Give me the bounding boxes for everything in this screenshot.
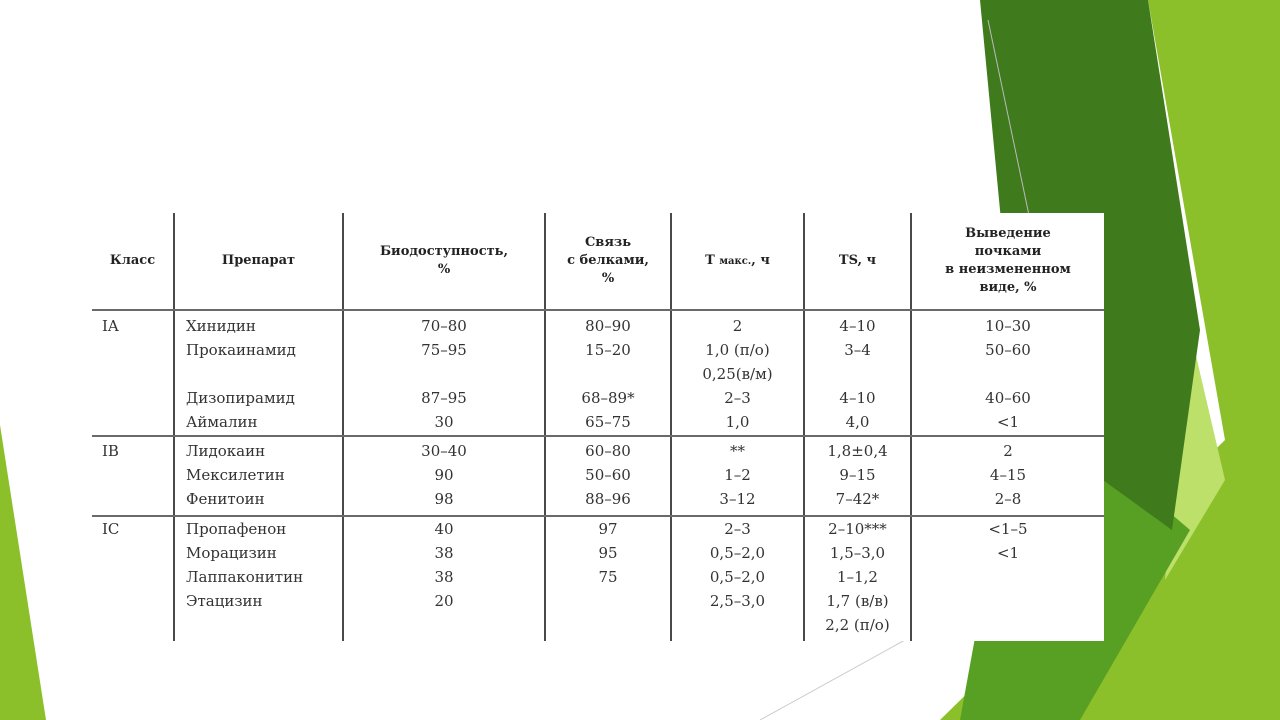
half-life-ib: 1,8±0,4 9–15 7–42*: [827, 442, 888, 508]
renal-ia: 10–30 50–60 40–60 <1: [985, 317, 1031, 431]
renal-ib: 2 4–15 2–8: [989, 442, 1027, 508]
protein-binding-ib: 60–80 50–60 88–96: [585, 442, 631, 508]
drug-list-ic: Пропафенон Морацизин Лаппаконитин Этацизин: [186, 520, 304, 610]
tmax-ia: 2 1,0 (п/о) 0,25(в/м) 2–3 1,0: [702, 317, 773, 431]
renal-ic: <1–5 <1: [988, 520, 1028, 562]
left-green-shape: [0, 425, 46, 720]
header-tmax: Т макс., ч: [705, 252, 770, 268]
header-renal-excretion: Выведение почками в неизмененном виде, %: [945, 226, 1071, 295]
class-label-ia: IA: [102, 317, 119, 335]
half-life-ic: 2–10*** 1,5–3,0 1–1,2 1,7 (в/в) 2,2 (п/о): [825, 520, 890, 634]
header-half-life: TS, ч: [838, 253, 877, 268]
class-label-ib: IB: [102, 442, 119, 460]
bioavailability-ic: 40 38 38 20: [434, 520, 454, 610]
protein-binding-ic: 97 95 75: [598, 520, 618, 586]
header-protein-binding: Связь с белками, %: [567, 235, 649, 286]
header-divider: [92, 309, 1104, 311]
bioavailability-ib: 30–40 90 98: [421, 442, 467, 508]
drug-list-ia: Хинидин Прокаинамид Дизопирамид Аймалин: [186, 317, 296, 431]
drug-list-ib: Лидокаин Мексилетин Фенитоин: [186, 442, 285, 508]
drug-table: [92, 213, 1104, 641]
header-bioavailability: Биодоступность, %: [379, 244, 509, 277]
header-class: Класс: [109, 253, 156, 268]
bioavailability-ia: 70–80 75–95 87–95 30: [421, 317, 467, 431]
group-divider: [92, 435, 1104, 437]
half-life-ia: 4–10 3–4 4–10 4,0: [839, 317, 876, 431]
protein-binding-ia: 80–90 15–20 68–89* 65–75: [581, 317, 635, 431]
header-drug: Препарат: [221, 253, 296, 268]
tmax-ib: ** 1–2 3–12: [719, 442, 756, 508]
tmax-ic: 2–3 0,5–2,0 0,5–2,0 2,5–3,0: [709, 520, 766, 610]
thin-line-bottom: [760, 640, 905, 720]
class-label-ic: IC: [102, 520, 120, 538]
